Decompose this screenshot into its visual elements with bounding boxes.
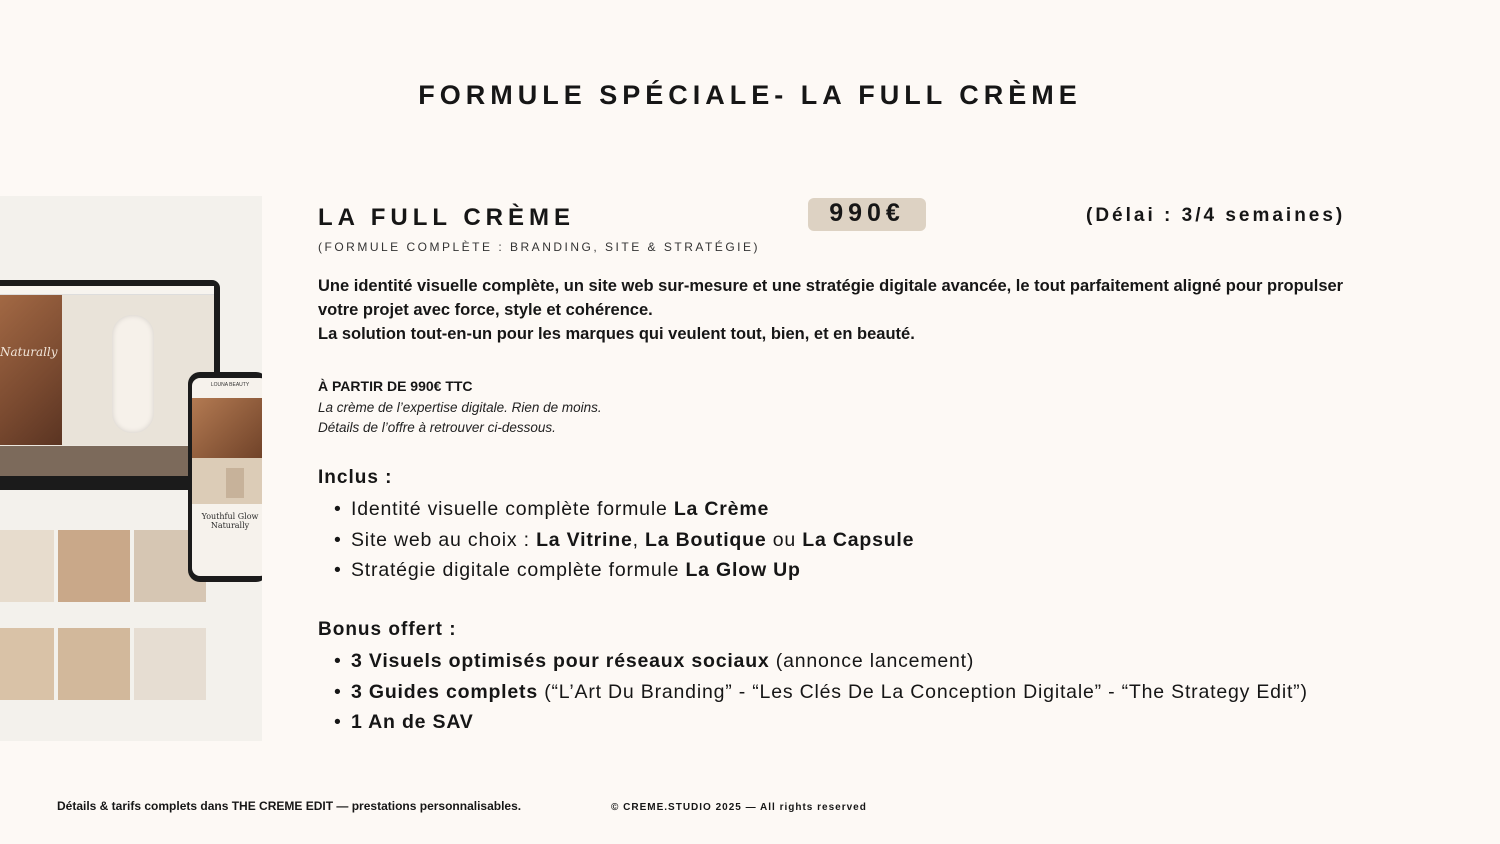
list-item: • 1 An de SAV [334,707,1308,738]
offer-subtitle: (FORMULE COMPLÈTE : BRANDING, SITE & STRATÉGIE) [318,240,760,254]
description-line: La solution tout-en-un pour les marques qui veulent tout, bien, et en beauté. [318,325,915,343]
from-price: À PARTIR DE 990€ TTC [318,378,473,394]
page-title: FORMULE SPÉCIALE- LA FULL CRÈME [418,80,1082,110]
list-item: • Site web au choix : La Vitrine, La Boutique ou La Capsule [334,525,914,556]
bonus-list [334,646,1308,738]
footer-copyright: © CREME.STUDIO 2025 — All rights reserved [611,802,867,813]
list-item: • Identité visuelle complète formule La Crème [334,494,914,525]
phone-mockup [188,372,262,582]
included-list [334,494,914,586]
offer-tagline [318,398,602,438]
laptop-hero-text: Naturally [0,345,58,359]
delivery-delay: (Délai : 3/4 semaines) [1086,205,1346,226]
phone-brand: LOUNA BEAUTY [210,382,250,388]
offer-name: LA FULL CRÈME [318,204,575,231]
footer-note: Détails & tarifs complets dans THE CREME EDIT — prestations personnalisables. [57,799,522,813]
bonus-heading: Bonus offert : [318,619,457,640]
list-item: • 3 Guides complets (“L’Art Du Branding” - “Les Clés De La Conception Digitale” - “The Strategy Edit”) [334,677,1308,708]
list-item: • 3 Visuels optimisés pour réseaux sociaux (annonce lancement) [334,646,1308,677]
tagline-line: Détails de l’offre à retrouver ci-dessous. [318,420,556,435]
price-badge: 990€ [808,198,926,231]
phone-hero-text: Youthful Glow Naturally [201,512,259,530]
list-item: • Stratégie digitale complète formule La Glow Up [334,555,914,586]
website-mockup-image [0,196,262,741]
description-line: Une identité visuelle complète, un site web sur-mesure et une stratégie digitale avancée, le tout parfaitement aligné pour propulser votre projet avec force, style et cohérence. [318,277,1344,319]
included-heading: Inclus : [318,467,393,488]
tagline-line: La crème de l’expertise digitale. Rien de moins. [318,400,602,415]
offer-description [318,274,1368,346]
laptop-mockup [0,280,220,490]
